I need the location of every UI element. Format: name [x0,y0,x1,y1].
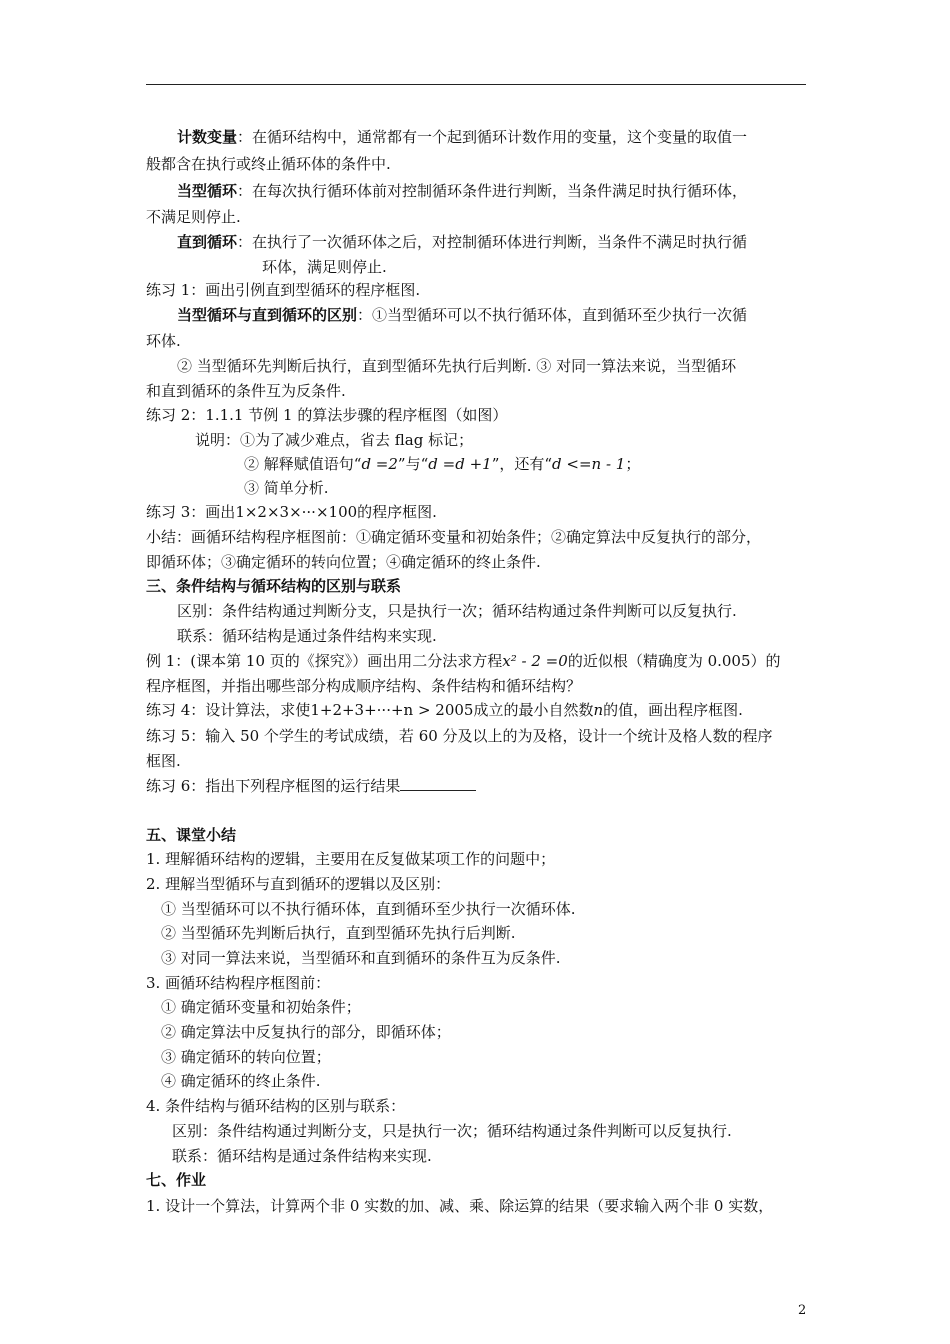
exercise-2-note-1: 说明：①为了减少难点，省去 flag 标记； [195,431,474,449]
section-5-item-4a: 区别：条件结构通过判断分支，只是执行一次；循环结构通过条件判断可以反复执行. [172,1122,732,1140]
exercise-2-title: 练习 2：1.1.1 节例 1 的算法步骤的程序框图（如图） [146,406,508,424]
section-5-item-3: 3. 画循环结构程序框图前： [146,974,331,992]
formula-d-equals-2: d =2 [361,455,398,473]
example-1-line-2: 程序框图，并指出哪些部分构成顺序结构、条件结构和循环结构？ [146,677,582,695]
exercise-6: 练习 6：指出下列程序框图的运行结果 [146,776,476,798]
section-5-item-2a: ① 当型循环可以不执行循环体，直到循环至少执行一次循环体. [161,900,576,918]
exercise-1: 练习 1：画出引例直到型循环的程序框图. [146,281,421,299]
section-5-item-3d: ④ 确定循环的终止条件. [161,1072,321,1090]
summary-line-2: 即循环体；③确定循环的转向位置；④确定循环的终止条件. [146,553,541,571]
section-5-heading: 五、课堂小结 [146,826,237,844]
variable-n: n [593,701,604,719]
example-1-line-1: 例 1：(课本第 10 页的《探究》）画出用二分法求方程x² - 2 =0的近似根（精确度为 0.005）的 [146,652,781,670]
counter-definition-line-2: 般都含在执行或终止循环体的条件中. [146,155,391,173]
difference-line-3: ② 当型循环先判断后执行，直到型循环先执行后判断. ③ 对同一算法来说，当型循环 [177,357,737,375]
section-5-item-2b: ② 当型循环先判断后执行，直到型循环先执行后判断. [161,924,516,942]
formula-product: 1×2×3×···×100 [235,503,358,521]
header-rule [146,84,806,85]
section-5-item-2c: ③ 对同一算法来说，当型循环和直到循环的条件互为反条件. [161,949,561,967]
counter-definition-line-1: 计数变量：在循环结构中，通常都有一个起到循环计数作用的变量，这个变量的取值一 [177,128,748,146]
exercise-2-note-3: ③ 简单分析. [244,479,329,497]
formula-d-increment: d =d +1 [428,455,492,473]
section-5-item-2: 2. 理解当型循环与直到循环的逻辑以及区别： [146,875,451,893]
counter-term: 计数变量 [177,128,238,146]
exercise-3: 练习 3：画出1×2×3×···×100的程序框图. [146,503,437,521]
while-definition-line-2: 不满足则停止. [146,208,241,226]
difference-line-4: 和直到循环的条件互为反条件. [146,382,346,400]
formula-sum: 1+2+3+···+n > 2005 [310,701,474,719]
page-number: 2 [798,1303,807,1318]
difference-line-2: 环体. [146,332,181,350]
while-term: 当型循环 [177,182,238,200]
section-5-item-3a: ① 确定循环变量和初始条件； [161,998,361,1016]
while-definition-line-1: 当型循环：在每次执行循环体前对控制循环条件进行判断，当条件满足时执行循环体， [177,182,748,200]
section-5-item-3c: ③ 确定循环的转向位置； [161,1048,331,1066]
section-3-heading: 三、条件结构与循环结构的区别与联系 [146,577,402,595]
exercise-5-line-2: 框图. [146,752,181,770]
until-term: 直到循环 [177,233,238,251]
section-3-link: 联系：循环结构是通过条件结构来实现. [177,627,437,645]
section-7-heading: 七、作业 [146,1171,207,1189]
exercise-4: 练习 4：设计算法，求使1+2+3+···+n > 2005成立的最小自然数n的值，画出程序框图. [146,701,743,719]
section-7-item-1: 1. 设计一个算法，计算两个非 0 实数的加、减、乘、除运算的结果（要求输入两个非 0 实数， [146,1197,774,1215]
until-definition-line-1: 直到循环：在执行了一次循环体之后，对控制循环体进行判断，当条件不满足时执行循 [177,233,748,251]
difference-line-1: 当型循环与直到循环的区别：①当型循环可以不执行循环体，直到循环至少执行一次循 [177,306,748,324]
section-5-item-4b: 联系：循环结构是通过条件结构来实现. [172,1147,432,1165]
section-3-difference: 区别：条件结构通过判断分支，只是执行一次；循环结构通过条件判断可以反复执行. [177,602,737,620]
until-definition-line-2: 环体，满足则停止. [262,258,387,276]
answer-blank [400,776,476,791]
section-5-item-1: 1. 理解循环结构的逻辑，主要用在反复做某项工作的问题中； [146,850,556,868]
exercise-2-note-2: ② 解释赋值语句“d =2”与“d =d +1”，还有“d <=n - 1； [244,455,641,473]
exercise-5-line-1: 练习 5：输入 50 个学生的考试成绩，若 60 分及以上的为及格，设计一个统计及格人数的程序 [146,727,773,745]
section-5-item-3b: ② 确定算法中反复执行的部分，即循环体； [161,1023,451,1041]
summary-line-1: 小结：画循环结构程序框图前：①确定循环变量和初始条件；②确定算法中反复执行的部分， [146,528,762,546]
difference-term: 当型循环与直到循环的区别 [177,306,358,324]
formula-d-le-n-minus-1: d <=n - 1 [552,455,626,473]
section-5-item-4: 4. 条件结构与循环结构的区别与联系： [146,1097,406,1115]
formula-equation: x² - 2 =0 [502,652,568,670]
